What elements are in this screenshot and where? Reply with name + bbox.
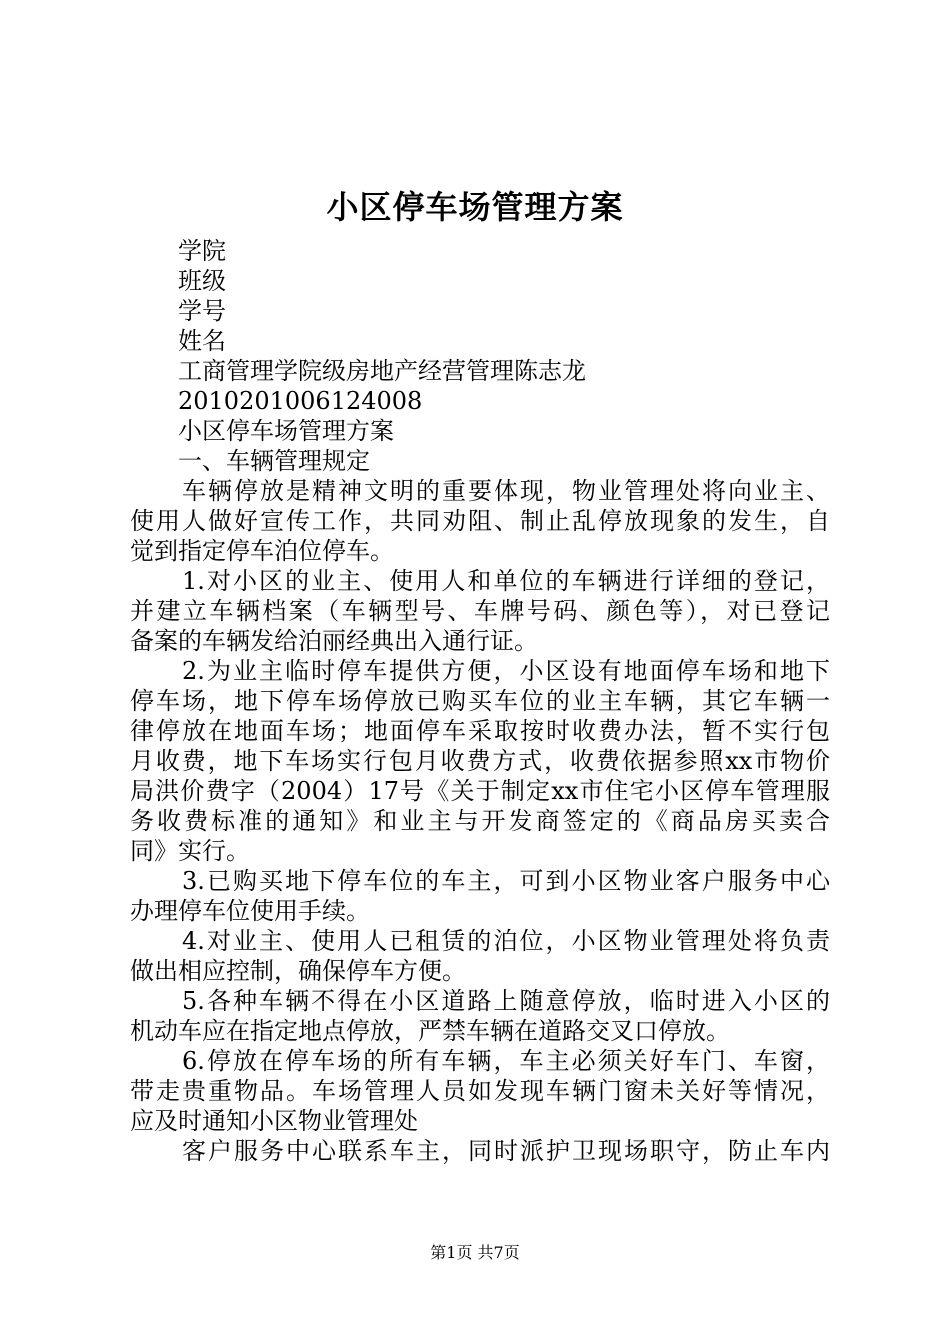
paragraph-line: 律停放在地面车场；地面停车采取按时收费办法，暂不实行包 — [130, 717, 830, 745]
paragraph-line: 局洪价费字（2004）17号《关于制定xx市住宅小区停车管理服 — [130, 777, 830, 805]
paragraph-line: 1.对小区的业主、使用人和单位的车辆进行详细的登记， — [182, 567, 830, 595]
paragraph-line: 务收费标准的通知》和业主与开发商签定的《商品房买卖合 — [130, 807, 830, 835]
paragraph-line: 月收费，地下车场实行包月收费方式，收费依据参照xx市物价 — [130, 747, 830, 775]
section-heading: 一、车辆管理规定 — [178, 447, 370, 475]
paragraph-line: 应及时通知小区物业管理处 — [130, 1107, 418, 1135]
paragraph-line: 停车场，地下停车场停放已购买车位的业主车辆，其它车辆一 — [130, 687, 830, 715]
paragraph-line: 6.停放在停车场的所有车辆，车主必须关好车门、车窗， — [182, 1047, 830, 1075]
paragraph-line: 带走贵重物品。车场管理人员如发现车辆门窗未关好等情况， — [130, 1077, 830, 1105]
field-college: 学院 — [178, 237, 226, 265]
paragraph-line: 5.各种车辆不得在小区道路上随意停放，临时进入小区的 — [182, 987, 830, 1015]
field-name: 姓名 — [178, 327, 226, 355]
paragraph-line: 机动车应在指定地点停放，严禁车辆在道路交叉口停放。 — [130, 1017, 730, 1045]
paragraph-line: 并建立车辆档案（车辆型号、车牌号码、颜色等），对已登记 — [130, 597, 830, 625]
document-title: 小区停车场管理方案 — [326, 188, 624, 226]
author-line: 工商管理学院级房地产经营管理陈志龙 — [178, 357, 586, 385]
paragraph-line: 做出相应控制，确保停车方便。 — [130, 957, 466, 985]
document-body — [130, 236, 830, 1166]
subtitle-line: 小区停车场管理方案 — [178, 417, 394, 445]
paragraph-line: 同》实行。 — [130, 837, 250, 865]
paragraph-line: 使用人做好宣传工作，共同劝阻、制止乱停放现象的发生，自 — [130, 507, 830, 535]
page-footer: 第1页 共7页 — [430, 1243, 520, 1262]
paragraph-line: 车辆停放是精神文明的重要体现，物业管理处将向业主、 — [182, 477, 830, 505]
field-class: 班级 — [178, 267, 226, 295]
paragraph-line: 备案的车辆发给泊丽经典出入通行证。 — [130, 627, 538, 655]
paragraph-line: 2.为业主临时停车提供方便，小区设有地面停车场和地下 — [182, 657, 830, 685]
student-number-line: 2010201006124008 — [178, 387, 423, 415]
paragraph-line: 办理停车位使用手续。 — [130, 897, 370, 925]
paragraph-line: 3.已购买地下停车位的车主，可到小区物业客户服务中心 — [182, 867, 830, 895]
field-student-id: 学号 — [178, 297, 226, 325]
paragraph-line: 觉到指定停车泊位停车。 — [130, 537, 394, 565]
paragraph-line: 客户服务中心联系车主，同时派护卫现场职守，防止车内 — [182, 1137, 830, 1165]
paragraph-line: 4.对业主、使用人已租赁的泊位，小区物业管理处将负责 — [182, 927, 830, 955]
